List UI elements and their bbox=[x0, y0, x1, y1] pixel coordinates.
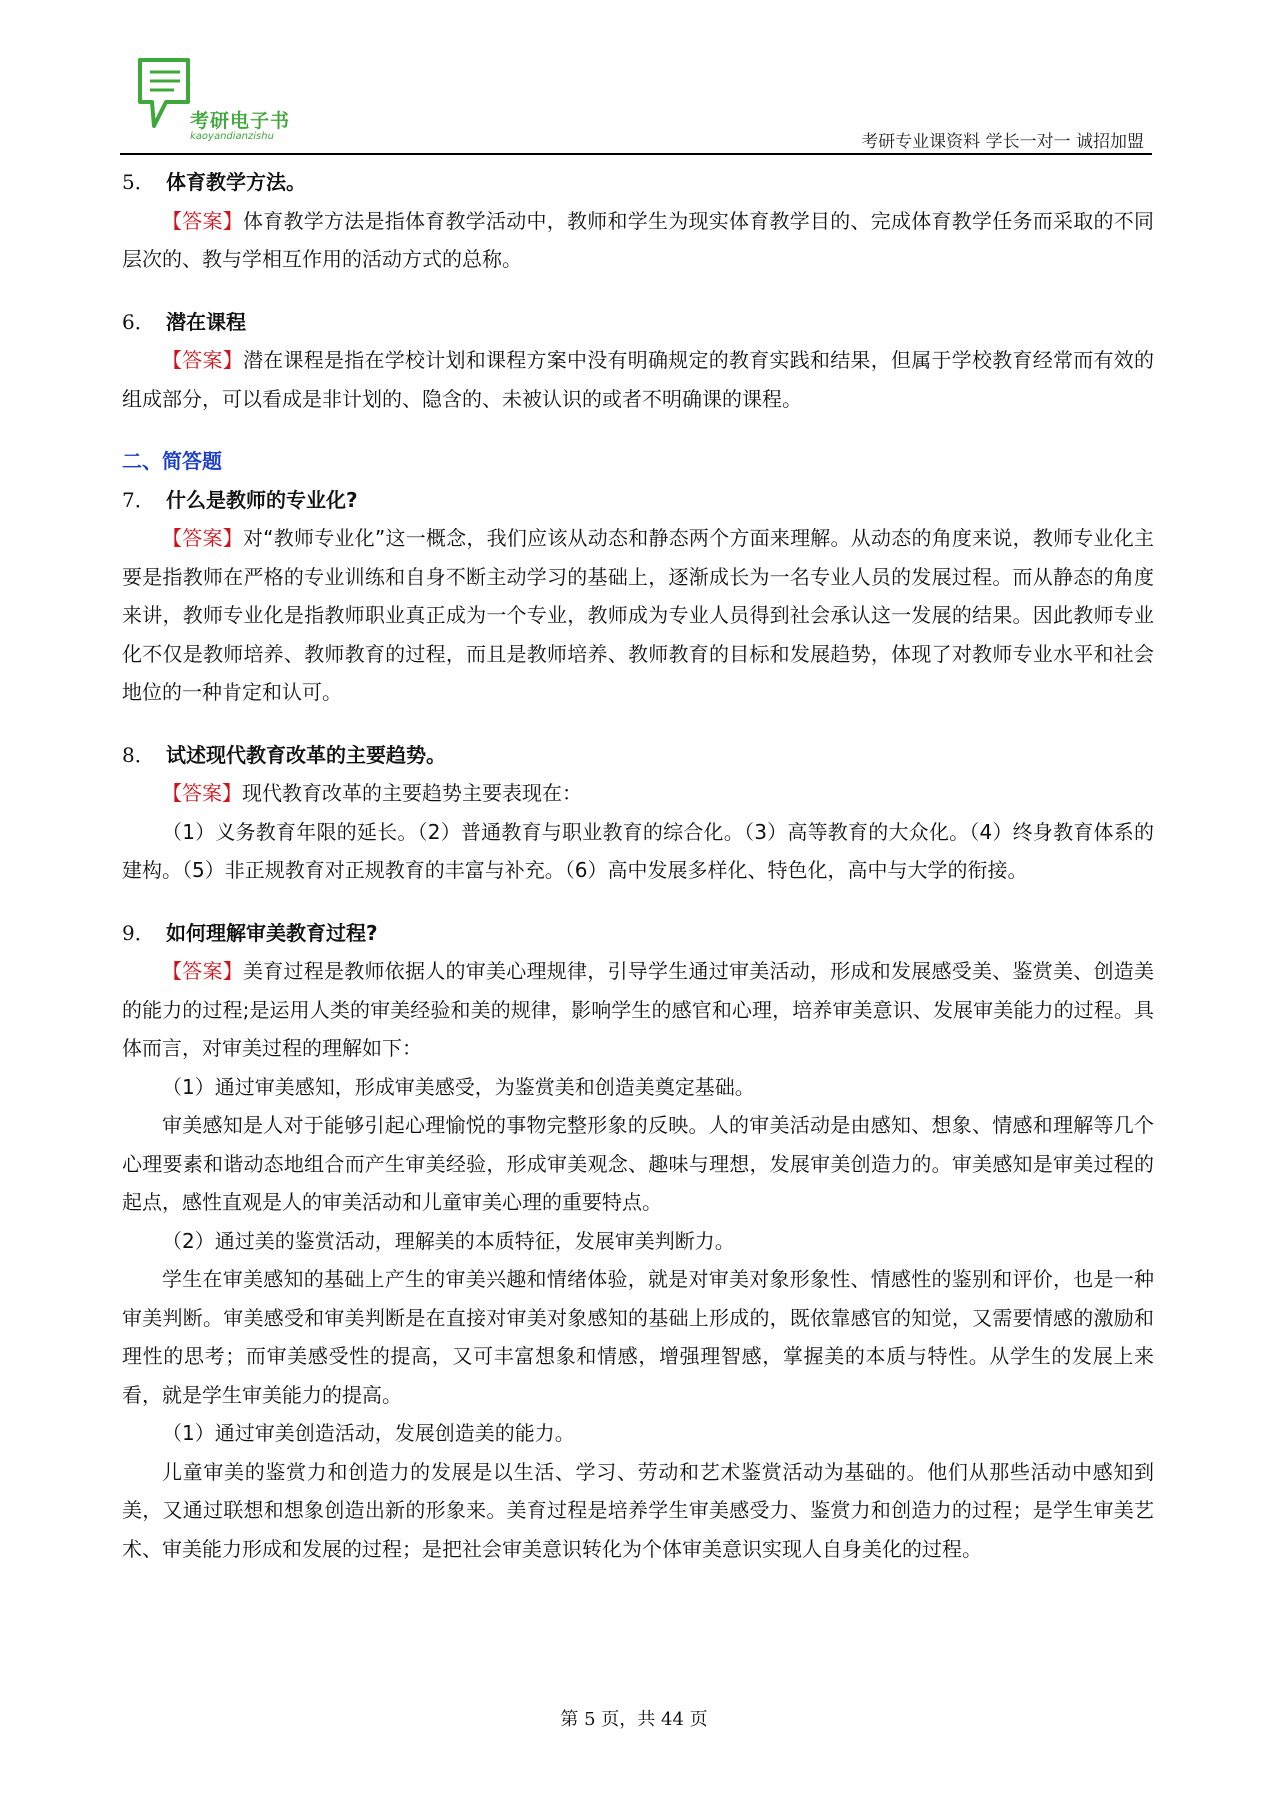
spacer bbox=[122, 418, 1154, 442]
question-5-title bbox=[122, 163, 1154, 202]
spacer bbox=[122, 279, 1154, 303]
question-text: 潜在课程 bbox=[166, 309, 246, 334]
answer-9-point-3-body: 儿童审美的鉴赏力和创造力的发展是以生活、学习、劳动和艺术鉴赏活动为基础的。他们从那些活动中感知到美，又通过联想和想象创造出新的形象来。美育过程是培养学生审美感受力、鉴赏力和创造力的过程；是学生审美艺术、审美能力形成和发展的过程；是把社会审美意识转化为个体审美意识实现人自身美化的过程。 bbox=[122, 1459, 1154, 1561]
header-slogan: 考研专业课资料 学长一对一 诚招加盟 bbox=[861, 132, 1144, 152]
page-header bbox=[120, 56, 1152, 156]
page-content bbox=[122, 163, 1154, 1568]
header-divider bbox=[120, 153, 1152, 155]
page-number: 第 5 页，共 44 页 bbox=[560, 1709, 708, 1730]
answer-text: 现代教育改革的主要趋势主要表现在： bbox=[242, 781, 582, 805]
answer-8 bbox=[122, 774, 1154, 813]
answer-tag: 【答案】 bbox=[162, 781, 242, 805]
spacer bbox=[122, 712, 1154, 736]
answer-7 bbox=[122, 519, 1154, 712]
answer-9-point-2-body: 学生在审美感知的基础上产生的审美兴趣和情绪体验，就是对审美对象形象性、情感性的鉴别和评价，也是一种审美判断。审美感受和审美判断是在直接对审美对象感知的基础上形成的，既依靠感官的知觉，又需要情感的激励和理性的思考；而审美感受性的提高，又可丰富想象和情感，增强理智感，掌握美的本质与特性。从学生的发展上来看，就是学生审美能力的提高。 bbox=[122, 1267, 1154, 1407]
answer-tag: 【答案】 bbox=[162, 208, 243, 233]
question-number: 5． bbox=[122, 170, 155, 194]
answer-9 bbox=[122, 952, 1154, 1068]
answer-5 bbox=[122, 202, 1154, 279]
answer-text: 对“教师专业化”这一概念，我们应该从动态和静态两个方面来理解。从动态的角度来说，教师专业化主要是指教师在严格的专业训练和自身不断主动学习的基础上，逐渐成长为一名专业人员的发展过程。而从静态的角度来讲，教师专业化是指教师职业真正成为一个专业，教师成为专业人员得到社会承认这一发展的结果。因此教师专业化不仅是教师培养、教师教育的过程，而且是教师培养、教师教育的目标和发展趋势，体现了对教师专业水平和社会地位的一种肯定和认可。 bbox=[122, 526, 1154, 704]
answer-tag: 【答案】 bbox=[162, 348, 243, 372]
answer-text: 美育过程是教师依据人的审美心理规律，引导学生通过审美活动，形成和发展感受美、鉴赏美、创造美的能力的过程;是运用人类的审美经验和美的规律，影响学生的感官和心理，培养审美意识、发展审美能力的过程。具体而言，对审美过程的理解如下： bbox=[122, 959, 1154, 1060]
answer-9-point-1-title: （1）通过审美感知，形成审美感受，为鉴赏美和创造美奠定基础。 bbox=[162, 1074, 755, 1099]
spacer bbox=[122, 890, 1154, 914]
answer-tag: 【答案】 bbox=[162, 526, 243, 550]
logo bbox=[136, 56, 291, 148]
question-number: 7． bbox=[122, 487, 155, 512]
question-text: 体育教学方法。 bbox=[166, 170, 306, 194]
logo-subtitle: kaoyandianzishu bbox=[190, 131, 274, 142]
answer-9-point-2-title: （2）通过美的鉴赏活动，理解美的本质特征，发展审美判断力。 bbox=[162, 1228, 735, 1253]
question-number: 8． bbox=[122, 742, 155, 767]
answer-tag: 【答案】 bbox=[162, 959, 243, 983]
question-text: 试述现代教育改革的主要趋势。 bbox=[166, 742, 446, 767]
question-9-title bbox=[122, 914, 1154, 953]
answer-6 bbox=[122, 341, 1154, 418]
answer-text: 潜在课程是指在学校计划和课程方案中没有明确规定的教育实践和结果，但属于学校教育经常而有效的组成部分，可以看成是非计划的、隐含的、未被认识的或者不明确课的课程。 bbox=[122, 348, 1154, 411]
question-6-title bbox=[122, 303, 1154, 342]
question-number: 9． bbox=[122, 920, 155, 945]
question-number: 6． bbox=[122, 309, 155, 334]
answer-9-point-1-body: 审美感知是人对于能够引起心理愉悦的事物完整形象的反映。人的审美活动是由感知、想象、情感和理解等几个心理要素和谐动态地组合而产生审美经验，形成审美观念、趣味与理想，发展审美创造力的。审美感知是审美过程的起点，感性直观是人的审美活动和儿童审美心理的重要特点。 bbox=[122, 1113, 1154, 1214]
answer-8-points: （1）义务教育年限的延长。（2）普通教育与职业教育的综合化。（3）高等教育的大众化。（4）终身教育体系的建构。（5）非正规教育对正规教育的丰富与补充。（6）高中发展多样化、特色化，高中与大学的衔接。 bbox=[122, 819, 1154, 882]
question-8-title bbox=[122, 736, 1154, 775]
question-7-title bbox=[122, 481, 1154, 520]
question-text: 如何理解审美教育过程? bbox=[166, 920, 378, 945]
answer-text: 体育教学方法是指体育教学活动中，教师和学生为现实体育教学目的、完成体育教学任务而采取的不同层次的、教与学相互作用的活动方式的总称。 bbox=[122, 208, 1154, 271]
logo-text: 考研电子书 bbox=[190, 110, 291, 132]
question-text: 什么是教师的专业化? bbox=[166, 487, 358, 512]
answer-9-point-3-title: （1）通过审美创造活动，发展创造美的能力。 bbox=[162, 1421, 575, 1445]
section-heading: 二、简答题 bbox=[122, 449, 222, 473]
